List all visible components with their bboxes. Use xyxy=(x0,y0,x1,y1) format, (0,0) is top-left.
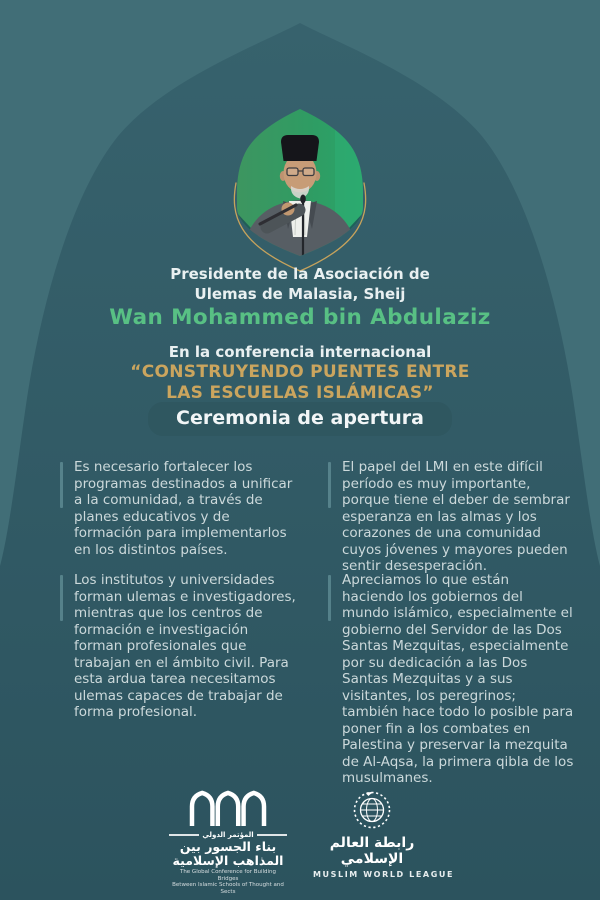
speaker-title xyxy=(0,264,600,304)
speaker-name: Wan Mohammed bin Abdulaziz xyxy=(109,305,491,330)
event-title-line2: LAS ESCUELAS ISLÁMICAS” xyxy=(166,382,434,403)
event-title xyxy=(0,362,600,403)
quote-accent-bar xyxy=(328,575,331,621)
quote-block-3 xyxy=(328,459,574,575)
quote-text: Es necesario fortalecer los programas destinados a unificar a la comunidad, a través de planes educativos y de formación para implementarlos en los distintos países. xyxy=(74,459,293,558)
event-intro: En la conferencia internacional xyxy=(168,343,432,361)
quote-block-1 xyxy=(60,459,300,558)
session-banner xyxy=(0,402,600,436)
divider-rule xyxy=(257,834,287,835)
conference-logo-arabic-line2: المذاهب الإسلامية xyxy=(172,852,284,868)
mwl-arabic-name: رابطة العالم الإسلامي xyxy=(329,835,415,867)
quote-text: Los institutos y universidades forman ulemas e investigadores, mientras que los centros de formación e investigación forman profesionales que trabajan en el ámbito civil. Para esta ardua tarea necesitamos ulemas capaces de trabajar de forma profesional. xyxy=(74,572,296,720)
conference-logo-english xyxy=(169,869,287,895)
quote-accent-bar xyxy=(60,575,63,621)
quote-text: El papel del LMI en este difícil período es muy importante, porque tiene el deber de sembrar esperanza en las almas y los corazones de una comunidad cuyos jóvenes y mayores pueden sentir desesperación. xyxy=(342,459,570,574)
session-label: Ceremonia de apertura xyxy=(148,402,452,436)
three-arches-icon xyxy=(188,790,268,826)
mwl-english-name: MUSLIM WORLD LEAGUE xyxy=(313,870,455,879)
conference-logo-english-line2: Between Islamic Schools of Thought and Sects xyxy=(172,882,284,895)
quote-block-4 xyxy=(328,572,574,787)
conference-logo-arabic-top: المؤتمر الدولي xyxy=(202,831,254,839)
speaker-photo xyxy=(203,95,397,280)
muslim-world-league-logo xyxy=(313,790,455,879)
speaker-title-line2: Ulemas de Malasia, Sheij xyxy=(194,285,406,303)
conference-logo-english-line1: The Global Conference for Building Bridges xyxy=(179,869,277,882)
conference-logo xyxy=(169,790,287,895)
conference-logo-arabic-line1: بناء الجسور بين xyxy=(179,839,277,854)
divider-rule xyxy=(169,834,199,835)
mwl-emblem-icon xyxy=(352,790,392,830)
event-title-line1: “CONSTRUYENDO PUENTES ENTRE xyxy=(130,362,470,382)
quote-block-2 xyxy=(60,572,300,721)
speaker-title-line1: Presidente de la Asociación de xyxy=(170,265,430,283)
quote-accent-bar xyxy=(60,462,63,508)
quote-text: Apreciamos lo que están haciendo los gobiernos del mundo islámico, especialmente el gobierno del Servidor de las Dos Santas Mezquitas, especialmente por su dedicación a las Dos Santas Mezquitas y a sus visitantes, los peregrinos; también hace todo lo posible para poner fin a los combates en Palestina y preservar la mezquita de Al-Aqsa, la primera qibla de los musulmanes. xyxy=(342,572,574,786)
footer-logos xyxy=(0,790,600,895)
conference-logo-top-line xyxy=(169,831,287,839)
quote-accent-bar xyxy=(328,462,331,508)
